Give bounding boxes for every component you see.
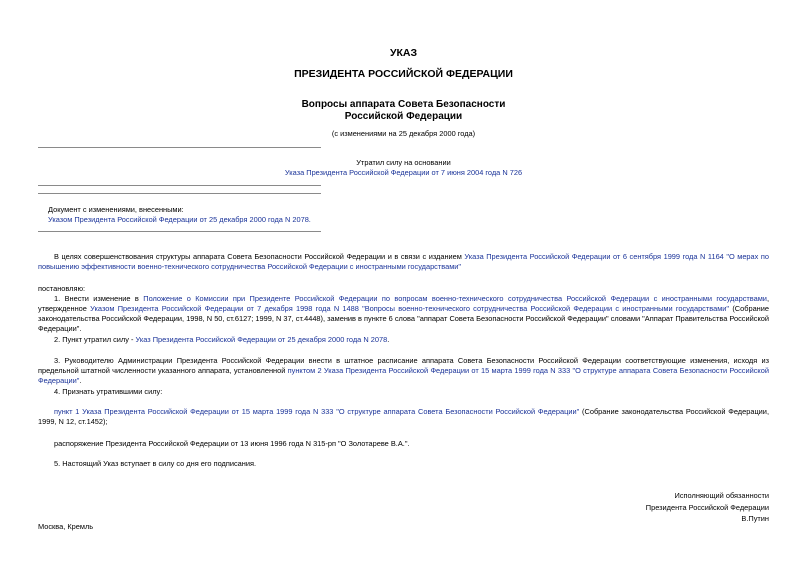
- decree-1488-link[interactable]: Указом Президента Российской Федерации от 7 декабря 1998 года N 1488 "Вопросы военно-технического сотрудничества Российской Федерации с иностранными государствами": [90, 304, 730, 313]
- item-4-paragraph: 4. Признать утратившими силу:: [54, 387, 163, 396]
- changes-label: Документ с изменениями, внесенными:: [48, 205, 184, 214]
- divider: [38, 231, 321, 232]
- repealed-item-2: распоряжение Президента Российской Федерации от 13 июня 1996 года N 315-рп "О Золотареве В.А.".: [54, 439, 410, 448]
- decree-2078-link[interactable]: Указ Президента Российской Федерации от 25 декабря 2000 года N 2078: [135, 335, 388, 344]
- signatory-office: Президента Российской Федерации: [645, 502, 769, 512]
- repealed-item-1: пункт 1 Указа Президента Российской Федерации от 15 марта 1999 года N 333 "О структуре аппарата Совета Безопасности Российской Федерации" (Собрание законодательства Российской Федерации, 1999, N 12, ст.1452);: [38, 407, 769, 426]
- decree-333-item-1-link[interactable]: пункт 1 Указа Президента Российской Федерации от 15 марта 1999 года N 333 "О структуре аппарата Совета Безопасности Российской Федерации": [54, 407, 580, 416]
- amendment-note: (с изменениями на 25 декабря 2000 года): [331, 129, 476, 138]
- signature-block: [646, 490, 769, 525]
- signing-place: Москва, Кремль: [38, 522, 94, 531]
- divider: [38, 147, 321, 148]
- item-2-paragraph: 2. Пункт утратил силу - Указ Президента Российской Федерации от 25 декабря 2000 года N 2078.: [54, 335, 390, 344]
- signatory-role: Исполняющий обязанности: [674, 491, 769, 500]
- decree-1164-link[interactable]: Указа Президента Российской Федерации от 6 сентября 1999 года N 1164 "О мерах по повышению эффективности военно-технического сотрудничества Российской Федерации с иностранными государствами": [38, 252, 770, 271]
- amending-decree-link[interactable]: Указом Президента Российской Федерации от 25 декабря 2000 года N 2078.: [48, 215, 311, 224]
- issuer-title: ПРЕЗИДЕНТА РОССИЙСКОЙ ФЕДЕРАЦИИ: [294, 68, 513, 80]
- decree-word: постановляю:: [38, 284, 86, 293]
- divider: [38, 193, 321, 194]
- signatory-name: В.Путин: [741, 514, 769, 523]
- commission-regulation-link[interactable]: Положение о Комиссии при Президенте Российской Федерации по вопросам военно-технического сотрудничества Российской Федерации с иностранными государствами: [143, 294, 767, 303]
- lapsed-decree-link[interactable]: Указа Президента Российской Федерации от 7 июня 2004 года N 726: [284, 168, 523, 177]
- preamble-paragraph: В целях совершенствования структуры аппарата Совета Безопасности Российской Федерации и в связи с изданием Указа Президента Российской Федерации от 6 сентября 1999 года N 1164 "О мерах по повышению эффективности военно-технического сотрудничества Российской Федерации с иностранными государствами": [38, 252, 770, 271]
- subject-line-2: Российской Федерации: [344, 111, 463, 122]
- subject-line-1: Вопросы аппарата Совета Безопасности: [301, 99, 506, 110]
- item-1-paragraph: 1. Внести изменение в Положение о Комиссии при Президенте Российской Федерации по вопросам военно-технического сотрудничества Российской Федерации с иностранными государствами, утвержденное Указом Президента Российской Федерации от 7 декабря 1998 года N 1488 "Вопросы военно-технического сотрудничества Российской Федерации с иностранными государствами" (Собрание законодательства Российской Федерации, 1998, N 50, ст.6127; 1999, N 37, ст.4448), заменив в пункте 6 слова "аппарат Совета Безопасности Российской Федерации" словами "Аппарат Правительства Российской Федерации".: [38, 294, 770, 333]
- item-5-paragraph: 5. Настоящий Указ вступает в силу со дня его подписания.: [54, 459, 257, 468]
- item-3-paragraph: 3. Руководителю Администрации Президента Российской Федерации внести в штатное расписание аппарата Совета Безопасности Российской Федерации соответствующие изменения, исходя из предельной штатной численности указанного аппарата, установленной пунктом 2 Указа Президента Российской Федерации от 15 марта 1999 года N 333 "О структуре аппарата Совета Безопасности Российской Федерации".: [38, 356, 769, 385]
- decree-333-item-2-link[interactable]: пунктом 2 Указа Президента Российской Федерации от 15 марта 1999 года N 333 "О структуре аппарата Совета Безопасности Российской Федерации": [38, 366, 769, 385]
- divider: [38, 185, 321, 186]
- lapsed-note: Утратил силу на основании: [356, 158, 451, 167]
- doc-type-title: УКАЗ: [389, 47, 418, 59]
